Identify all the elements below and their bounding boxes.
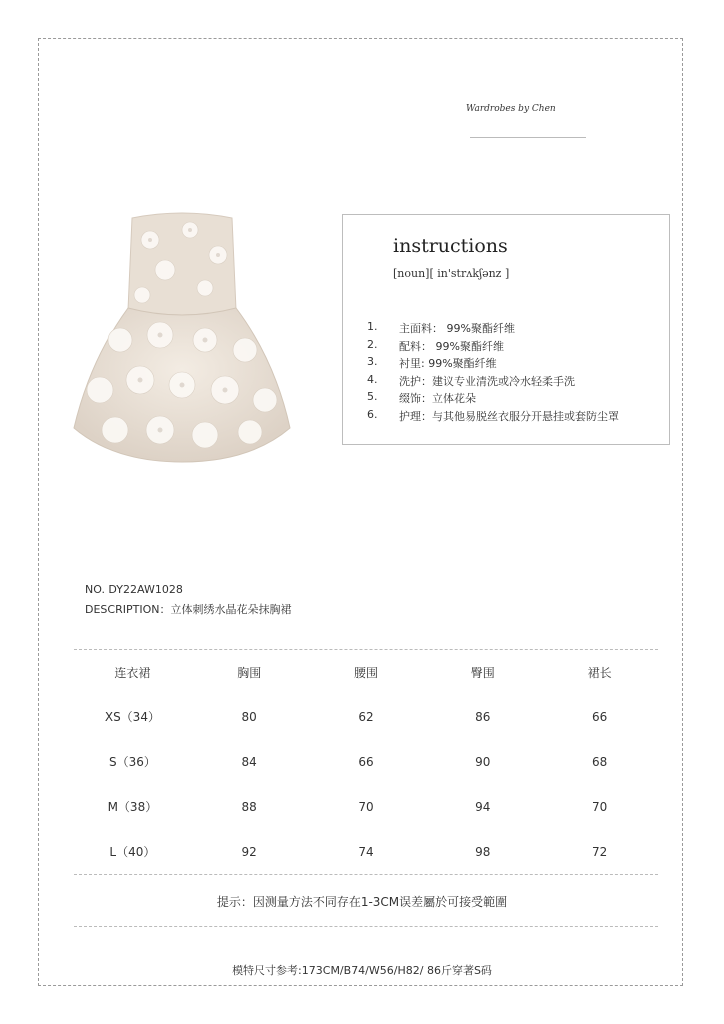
table-row (74, 784, 658, 829)
table-cell: 62 (358, 709, 374, 724)
dress-photo (70, 200, 295, 470)
size-table (74, 650, 658, 874)
list-item: 5. 缀饰：立体花朵 (367, 390, 476, 405)
list-item: 1. 主面料： 99%聚酯纤维 (367, 320, 515, 335)
table-cell: 98 (475, 844, 491, 859)
table-cell: M（38） (107, 800, 158, 814)
table-cell: 86 (475, 709, 491, 724)
table-cell: S（36） (108, 755, 156, 769)
table-cell: 94 (475, 799, 491, 814)
column-header: 裙长 (587, 665, 612, 680)
table-cell: 90 (475, 754, 491, 769)
list-item: 6. 护理：与其他易脱丝衣服分开悬挂或套防尘罩 (367, 407, 619, 423)
column-header: 连衣裙 (114, 665, 151, 680)
column-header: 腰围 (353, 665, 378, 680)
column-header: 胸围 (237, 665, 262, 680)
brand-underline (470, 137, 586, 138)
table-cell: 84 (241, 754, 257, 769)
brand-logo: Wardrobes by Chen (466, 104, 556, 114)
table-cell: 72 (591, 844, 608, 859)
table-header-row (74, 650, 658, 694)
hint-bottom-rule (74, 926, 658, 927)
table-cell: 66 (358, 754, 374, 769)
table-row (74, 694, 658, 739)
table-cell: L（40） (109, 845, 156, 859)
instructions-list (367, 320, 619, 425)
instructions-box (342, 214, 670, 445)
table-cell: 88 (241, 799, 257, 814)
list-item: 3. 衬里: 99%聚酯纤维 (367, 355, 497, 370)
table-cell: 68 (591, 754, 608, 769)
column-header: 臀围 (470, 665, 495, 680)
table-row (74, 739, 658, 784)
table-cell: 70 (358, 799, 374, 814)
instructions-phonetic: [noun][ in'strʌkʃənz ] (393, 267, 510, 280)
table-cell: 70 (591, 799, 608, 814)
list-item: 4. 洗护：建议专业清洗或冷水轻柔手洗 (367, 372, 575, 388)
table-cell: 92 (241, 844, 257, 859)
product-number: NO. DY22AW1028 (85, 583, 183, 596)
table-cell: 80 (241, 709, 257, 724)
model-size-reference: 模特尺寸参考:173CM/B74/W56/H82/ 86斤穿著S码 (232, 964, 492, 977)
table-cell: 66 (591, 709, 608, 724)
list-item: 2. 配料： 99%聚酯纤维 (367, 337, 504, 353)
table-row (74, 829, 658, 874)
measurement-hint: 提示：因测量方法不同存在1-3CM误差屬於可接受範圍 (216, 895, 508, 909)
product-description: DESCRIPTION：立体刺绣水晶花朵抹胸裙 (85, 603, 292, 616)
instructions-title: instructions (393, 235, 508, 257)
table-cell: XS（34） (104, 710, 160, 724)
table-cell: 74 (358, 844, 374, 859)
table-bottom-rule (74, 874, 658, 875)
